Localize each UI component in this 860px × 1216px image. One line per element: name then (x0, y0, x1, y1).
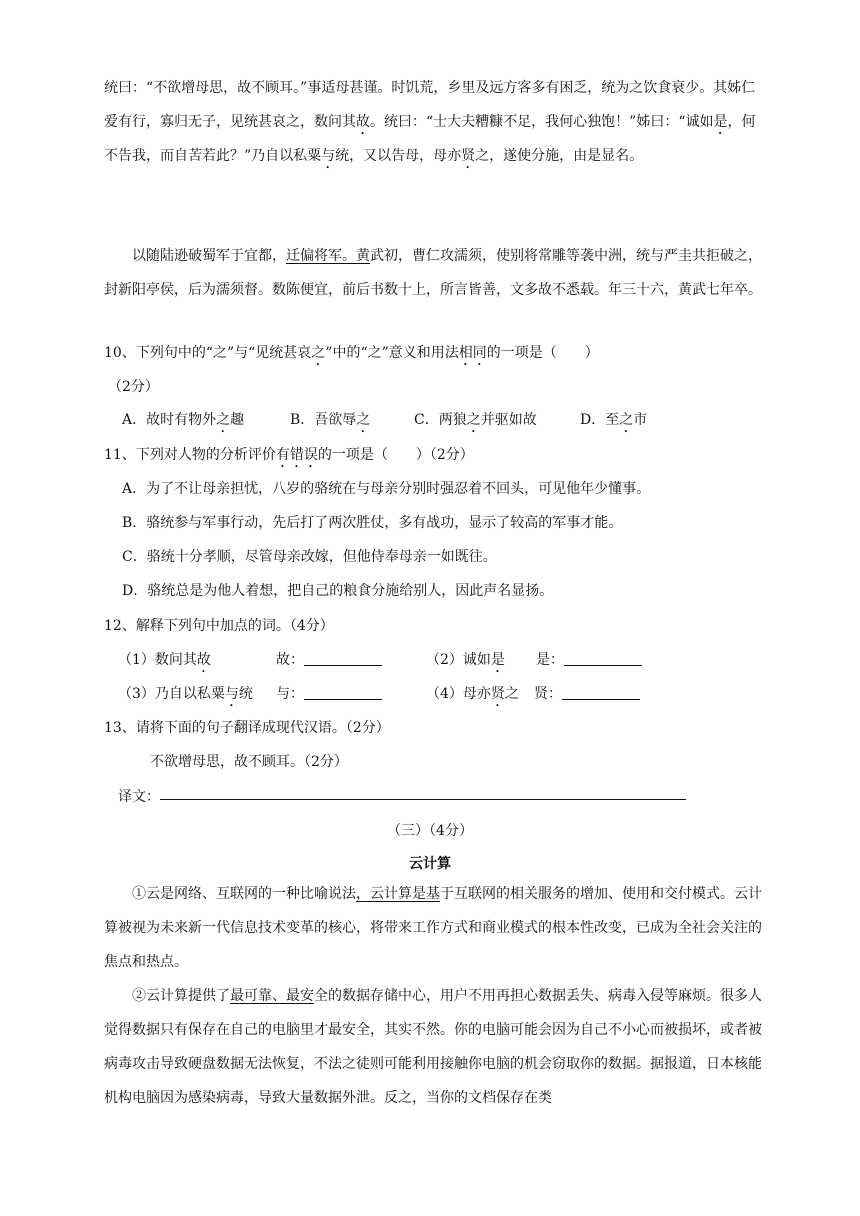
article-title: 云计算 (409, 856, 451, 872)
text-run: ”中的“之”意义和用法 (325, 345, 459, 361)
dotted-word: 相同 (458, 345, 487, 361)
text-run: ，何不告我，而自苦若此？”乃自以私粟 (104, 114, 756, 164)
text-run: ①云是网络、互联网的一种比喻说法 (132, 886, 356, 902)
text-run: 市 (633, 412, 648, 428)
answer-blank[interactable] (564, 651, 642, 666)
dotted-word: 贤 (461, 148, 476, 164)
text-run: 并驱如故 (480, 412, 537, 428)
text-run: C．两狼 (414, 412, 467, 428)
article-paragraph-2 (104, 979, 764, 1115)
text-run: 10、下列句中的“之”与“见统甚哀 (104, 345, 312, 361)
q12-answer-1 (276, 650, 382, 670)
dotted-word: 贤 (490, 686, 505, 702)
text-run: 全的数据存储中心，用户不用再担心数据丢失、病毒入侵等麻烦。很多人觉得数据只有保存在自己的电脑里才最安全，其实不然。你的电脑可能会因为自己不小心而被损坏，或者被病毒攻击导致硬盘数据无法恢复，不法之徒则可能利用接触你电脑的机会窃取你的数据。据报道，日本核能机构电脑因为感染病毒，导致大量数据外泄。反之，当你的文档保存在类 (104, 988, 762, 1106)
text-run: （1）数问其 (118, 652, 197, 668)
article-paragraph-1 (104, 877, 764, 979)
dotted-word: 之 (311, 345, 326, 361)
q12-item-1 (118, 650, 211, 676)
underlined-phrase: 迁偏将军。黄 (286, 248, 370, 264)
text-run: 的一项是（ ）（2分） (317, 447, 474, 463)
q11-option-d: D．骆统总是为他人着想，把自己的粮食分施给别人，因此声名显扬。 (122, 583, 554, 599)
text-run: 统 (238, 686, 253, 702)
dotted-word: 故 (356, 114, 370, 130)
q13-answer-label: 译文： (118, 789, 160, 805)
text-run: 以随陆逊破蜀军于宜都， (132, 248, 286, 264)
text-run: 之 (504, 686, 519, 702)
answer-blank[interactable] (304, 685, 382, 700)
q13-sentence: 不欲增母思，故不顾耳。（2分） (150, 754, 348, 770)
text-run: 武初，曹仁攻濡须，使别将常雕等袭中洲，统与严圭共拒破之，封新阳亭侯，后为濡须督。数陈便宜，前后书数十上，所言皆善，文多故不悉载。年三十六，黄武七年卒。 (104, 248, 762, 298)
q12-stem: 12、解释下列句中加点的词。（4分） (104, 618, 334, 634)
q11-stem (104, 445, 474, 471)
underlined-phrase: ，云计算是基 (356, 886, 440, 902)
dotted-word: 之 (216, 412, 231, 428)
q12-item-4 (426, 684, 519, 710)
answer-label: 贤： (534, 686, 562, 702)
answer-blank[interactable] (304, 651, 382, 666)
dotted-word: 是 (490, 652, 505, 668)
text-run: （3）乃自以私粟 (118, 686, 225, 702)
text-run: A．故时有物外 (122, 412, 217, 428)
q12-answer-2 (536, 650, 642, 670)
dotted-word: 与 (224, 686, 239, 702)
answer-blank[interactable] (562, 685, 640, 700)
text-run: 于互联网的相关服务的增加、使用和交付模式。云计算被视为未来新一代信息技术变革的核心，将带来工作方式和商业模式的根本性改变，已成为全社会关注的焦点和热点。 (104, 886, 762, 970)
q12-answer-3 (276, 684, 382, 704)
text-run: 。统曰：“士大夫糟糠不足，我何心独饱！”姊曰：“诚如 (370, 114, 714, 130)
underlined-phrase: 最可靠、最安 (230, 988, 314, 1004)
q12-item-3 (118, 684, 253, 710)
q10-option-b (290, 410, 370, 436)
dotted-word: 故 (196, 652, 211, 668)
q11-option-c: C．骆统十分孝顺，尽管母亲改嫁，但他侍奉母亲一如既往。 (122, 549, 497, 565)
answer-label: 与： (276, 686, 304, 702)
dotted-word: 之 (466, 412, 481, 428)
q10-option-c (414, 410, 537, 436)
dotted-word: 有错误 (275, 447, 318, 463)
q10-stem (104, 343, 599, 369)
text-run: 统，又以告母，母亦 (335, 148, 462, 164)
passage-paragraph-2 (104, 239, 764, 307)
passage-paragraph-1 (104, 71, 764, 173)
text-run: ②云计算提供了 (132, 988, 230, 1004)
text-run: B．吾欲辱 (290, 412, 357, 428)
q12-item-2 (426, 650, 505, 676)
dotted-word: 与 (321, 148, 336, 164)
q10-score: （2分） (108, 379, 159, 395)
text-run: 11、下列对人物的分析评价 (104, 447, 276, 463)
text-run: D．至 (580, 412, 620, 428)
text-run: 统曰：“不欲增母思，故不顾耳。”事适母甚谨。时饥荒，乡里及远方客多有困乏，统为之饮食衰少。其姊仁爱有行，寡归无子，见统甚哀之，数问其 (104, 80, 756, 130)
q11-option-a: A．为了不让母亲担忧，八岁的骆统在与母亲分别时强忍着不回头，可见他年少懂事。 (122, 481, 651, 497)
dotted-word: 之 (356, 412, 371, 428)
answer-label: 是： (536, 652, 564, 668)
section-heading: （三）（4分） (387, 823, 473, 839)
translation-answer-line[interactable] (160, 799, 686, 800)
q12-answer-4 (534, 684, 640, 704)
answer-label: 故： (276, 652, 304, 668)
text-run: 趣 (230, 412, 245, 428)
text-run: （2）诚如 (426, 652, 491, 668)
q10-option-d (580, 410, 647, 436)
text-run: 的一项是（ ） (486, 345, 599, 361)
q13-stem: 13、请将下面的句子翻译成现代汉语。（2分） (104, 720, 390, 736)
dotted-word: 是 (713, 114, 728, 130)
text-run: 之，遂使分施，由是显名。 (475, 148, 644, 164)
q11-option-b: B．骆统参与军事行动，先后打了两次胜仗，多有战功，显示了较高的军事才能。 (122, 515, 623, 531)
q10-option-a (122, 410, 244, 436)
text-run: （4）母亦 (426, 686, 491, 702)
dotted-word: 之 (619, 412, 634, 428)
